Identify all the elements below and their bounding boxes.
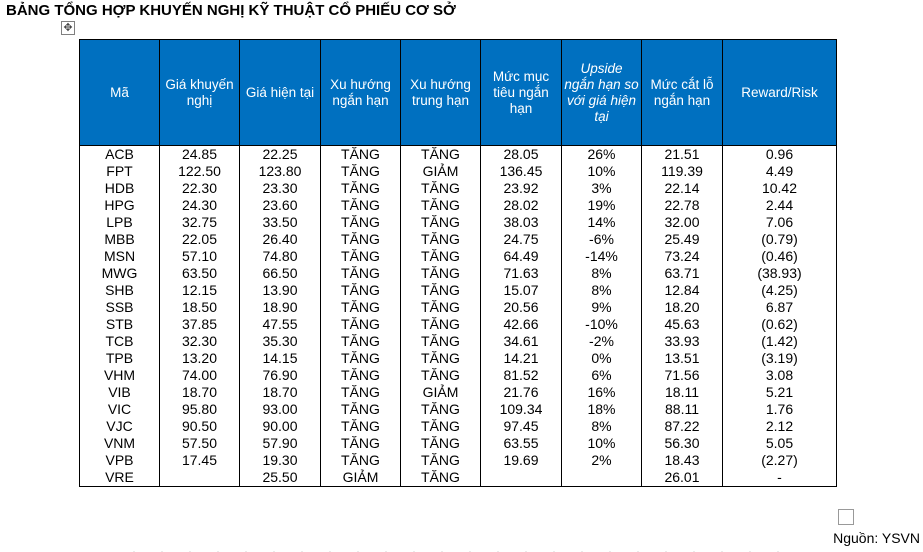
cell-muc-tieu: 38.03 <box>481 214 562 231</box>
cell-muc-tieu: 136.45 <box>481 163 562 180</box>
cell-xu-huong-trung-han: TĂNG <box>401 469 481 487</box>
cell-ma: TCB <box>80 333 160 350</box>
table-row <box>80 469 837 487</box>
cell-cat-lo: 71.56 <box>642 367 723 384</box>
cell-reward-risk: 7.06 <box>723 214 837 231</box>
cell-reward-risk: (0.79) <box>723 231 837 248</box>
cell-reward-risk: 6.87 <box>723 299 837 316</box>
cell-gia-hien-tai: 47.55 <box>240 316 321 333</box>
cell-muc-tieu: 64.49 <box>481 248 562 265</box>
cell-xu-huong-ngan-han: TĂNG <box>321 367 401 384</box>
cell-gia-hien-tai: 19.30 <box>240 452 321 469</box>
cell-reward-risk: (4.25) <box>723 282 837 299</box>
cell-ma: VJC <box>80 418 160 435</box>
cell-cat-lo: 56.30 <box>642 435 723 452</box>
cell-ma: VPB <box>80 452 160 469</box>
cell-ma: MSN <box>80 248 160 265</box>
cell-cat-lo: 26.01 <box>642 469 723 487</box>
cell-xu-huong-ngan-han: TĂNG <box>321 350 401 367</box>
cell-xu-huong-ngan-han: TĂNG <box>321 401 401 418</box>
cell-reward-risk: (1.42) <box>723 333 837 350</box>
header-row <box>80 40 837 146</box>
cell-ma: MBB <box>80 231 160 248</box>
cell-reward-risk: 5.21 <box>723 384 837 401</box>
cell-reward-risk: 4.49 <box>723 163 837 180</box>
cell-gia-khuyen-nghi: 57.50 <box>160 435 240 452</box>
cut-off-text-line <box>120 546 780 552</box>
cell-cat-lo: 13.51 <box>642 350 723 367</box>
cell-cat-lo: 87.22 <box>642 418 723 435</box>
cell-upside: 16% <box>562 384 642 401</box>
cell-xu-huong-trung-han: TĂNG <box>401 265 481 282</box>
cell-cat-lo: 88.11 <box>642 401 723 418</box>
cell-muc-tieu: 97.45 <box>481 418 562 435</box>
cell-xu-huong-trung-han: TĂNG <box>401 180 481 197</box>
cell-ma: STB <box>80 316 160 333</box>
table-row <box>80 163 837 180</box>
cell-muc-tieu: 34.61 <box>481 333 562 350</box>
cell-cat-lo: 73.24 <box>642 248 723 265</box>
cell-muc-tieu: 71.63 <box>481 265 562 282</box>
cell-reward-risk: 5.05 <box>723 435 837 452</box>
cell-gia-hien-tai: 74.80 <box>240 248 321 265</box>
cell-xu-huong-trung-han: TĂNG <box>401 367 481 384</box>
cell-ma: FPT <box>80 163 160 180</box>
page-title: BẢNG TỔNG HỢP KHUYẾN NGHỊ KỸ THUẬT CỔ PHIẾU CƠ SỞ <box>6 2 456 19</box>
cell-upside: 2% <box>562 452 642 469</box>
cell-muc-tieu: 20.56 <box>481 299 562 316</box>
cell-upside: 18% <box>562 401 642 418</box>
cell-reward-risk: (0.62) <box>723 316 837 333</box>
header-gia-khuyen-nghi: Giá khuyến nghị <box>160 40 240 146</box>
cell-upside: 0% <box>562 350 642 367</box>
cell-gia-hien-tai: 26.40 <box>240 231 321 248</box>
cell-cat-lo: 25.49 <box>642 231 723 248</box>
cell-reward-risk: (38.93) <box>723 265 837 282</box>
cell-muc-tieu: 28.05 <box>481 146 562 164</box>
cell-cat-lo: 32.00 <box>642 214 723 231</box>
cell-xu-huong-ngan-han: TĂNG <box>321 265 401 282</box>
cell-xu-huong-trung-han: TĂNG <box>401 333 481 350</box>
cell-ma: HDB <box>80 180 160 197</box>
table-row <box>80 299 837 316</box>
empty-checkbox[interactable] <box>838 509 854 525</box>
cell-ma: LPB <box>80 214 160 231</box>
table-row <box>80 401 837 418</box>
cell-ma: SHB <box>80 282 160 299</box>
cell-gia-hien-tai: 23.30 <box>240 180 321 197</box>
cell-muc-tieu: 42.66 <box>481 316 562 333</box>
cell-xu-huong-trung-han: TĂNG <box>401 418 481 435</box>
cell-gia-khuyen-nghi: 57.10 <box>160 248 240 265</box>
cell-muc-tieu: 21.76 <box>481 384 562 401</box>
header-gia-hien-tai: Giá hiện tại <box>240 40 321 146</box>
cell-xu-huong-trung-han: TĂNG <box>401 146 481 164</box>
cell-upside: 10% <box>562 163 642 180</box>
cell-gia-hien-tai: 33.50 <box>240 214 321 231</box>
cell-reward-risk: (3.19) <box>723 350 837 367</box>
cell-gia-hien-tai: 18.70 <box>240 384 321 401</box>
table-row <box>80 418 837 435</box>
cell-cat-lo: 45.63 <box>642 316 723 333</box>
cell-ma: VRE <box>80 469 160 487</box>
cell-gia-khuyen-nghi: 22.05 <box>160 231 240 248</box>
cell-xu-huong-trung-han: TĂNG <box>401 231 481 248</box>
cell-cat-lo: 33.93 <box>642 333 723 350</box>
cell-ma: VIB <box>80 384 160 401</box>
cell-xu-huong-ngan-han: TĂNG <box>321 384 401 401</box>
cell-xu-huong-ngan-han: TĂNG <box>321 163 401 180</box>
cell-xu-huong-ngan-han: GIẢM <box>321 469 401 487</box>
cell-upside: 3% <box>562 180 642 197</box>
cell-reward-risk: (0.46) <box>723 248 837 265</box>
cell-reward-risk: (2.27) <box>723 452 837 469</box>
header-xu-huong-trung-han: Xu hướng trung hạn <box>401 40 481 146</box>
table-row <box>80 350 837 367</box>
cell-xu-huong-trung-han: TĂNG <box>401 214 481 231</box>
cell-cat-lo: 18.43 <box>642 452 723 469</box>
cell-gia-khuyen-nghi: 95.80 <box>160 401 240 418</box>
cell-gia-khuyen-nghi: 22.30 <box>160 180 240 197</box>
cell-cat-lo: 18.20 <box>642 299 723 316</box>
table-move-handle-icon[interactable]: ✥ <box>61 21 75 35</box>
cell-xu-huong-ngan-han: TĂNG <box>321 214 401 231</box>
table-row <box>80 214 837 231</box>
cell-gia-hien-tai: 35.30 <box>240 333 321 350</box>
cell-upside: 10% <box>562 435 642 452</box>
cell-xu-huong-trung-han: TĂNG <box>401 452 481 469</box>
table-row <box>80 231 837 248</box>
cell-reward-risk: 0.96 <box>723 146 837 164</box>
cell-xu-huong-ngan-han: TĂNG <box>321 248 401 265</box>
cell-cat-lo: 21.51 <box>642 146 723 164</box>
cell-muc-tieu: 28.02 <box>481 197 562 214</box>
cell-upside: -6% <box>562 231 642 248</box>
cell-xu-huong-trung-han: TĂNG <box>401 282 481 299</box>
cell-xu-huong-ngan-han: TĂNG <box>321 452 401 469</box>
cell-upside: 19% <box>562 197 642 214</box>
table-row <box>80 452 837 469</box>
table-row <box>80 282 837 299</box>
cell-ma: ACB <box>80 146 160 164</box>
table-row <box>80 197 837 214</box>
cell-gia-hien-tai: 25.50 <box>240 469 321 487</box>
cell-xu-huong-trung-han: TĂNG <box>401 401 481 418</box>
table-row <box>80 180 837 197</box>
cell-gia-khuyen-nghi: 122.50 <box>160 163 240 180</box>
cell-xu-huong-trung-han: TĂNG <box>401 248 481 265</box>
cell-reward-risk: 2.44 <box>723 197 837 214</box>
cell-ma: VHM <box>80 367 160 384</box>
header-cat-lo: Mức cắt lỗ ngắn hạn <box>642 40 723 146</box>
cell-cat-lo: 12.84 <box>642 282 723 299</box>
cell-gia-hien-tai: 23.60 <box>240 197 321 214</box>
cell-xu-huong-trung-han: TĂNG <box>401 435 481 452</box>
cell-gia-hien-tai: 22.25 <box>240 146 321 164</box>
header-xu-huong-ngan-han: Xu hướng ngắn hạn <box>321 40 401 146</box>
cell-gia-khuyen-nghi: 63.50 <box>160 265 240 282</box>
cell-ma: VNM <box>80 435 160 452</box>
cell-upside: 6% <box>562 367 642 384</box>
cell-upside: -2% <box>562 333 642 350</box>
table-row <box>80 367 837 384</box>
header-reward-risk: Reward/Risk <box>723 40 837 146</box>
cell-cat-lo: 22.14 <box>642 180 723 197</box>
cell-xu-huong-ngan-han: TĂNG <box>321 418 401 435</box>
cell-xu-huong-ngan-han: TĂNG <box>321 435 401 452</box>
header-upside: Upside ngắn hạn so với giá hiện tại <box>562 40 642 146</box>
table-row <box>80 384 837 401</box>
cell-upside: 26% <box>562 146 642 164</box>
table-body <box>80 146 837 487</box>
recommendation-table <box>79 39 837 487</box>
header-ma: Mã <box>80 40 160 146</box>
cell-ma: MWG <box>80 265 160 282</box>
cell-gia-khuyen-nghi: 18.70 <box>160 384 240 401</box>
cell-xu-huong-ngan-han: TĂNG <box>321 282 401 299</box>
cell-muc-tieu: 19.69 <box>481 452 562 469</box>
cell-gia-hien-tai: 57.90 <box>240 435 321 452</box>
cell-muc-tieu: 81.52 <box>481 367 562 384</box>
cell-gia-khuyen-nghi: 12.15 <box>160 282 240 299</box>
cell-gia-hien-tai: 76.90 <box>240 367 321 384</box>
cell-upside: 14% <box>562 214 642 231</box>
cell-cat-lo: 18.11 <box>642 384 723 401</box>
cell-reward-risk: - <box>723 469 837 487</box>
cell-xu-huong-ngan-han: TĂNG <box>321 146 401 164</box>
cell-xu-huong-trung-han: TĂNG <box>401 316 481 333</box>
cell-xu-huong-ngan-han: TĂNG <box>321 231 401 248</box>
cell-ma: HPG <box>80 197 160 214</box>
cell-ma: VIC <box>80 401 160 418</box>
cell-gia-khuyen-nghi <box>160 469 240 487</box>
source-note: Nguồn: YSVN <box>833 530 920 546</box>
cell-cat-lo: 63.71 <box>642 265 723 282</box>
cell-reward-risk: 3.08 <box>723 367 837 384</box>
cell-reward-risk: 2.12 <box>723 418 837 435</box>
cell-gia-hien-tai: 123.80 <box>240 163 321 180</box>
cell-gia-khuyen-nghi: 74.00 <box>160 367 240 384</box>
cell-gia-hien-tai: 66.50 <box>240 265 321 282</box>
cell-upside: -10% <box>562 316 642 333</box>
cell-xu-huong-ngan-han: TĂNG <box>321 180 401 197</box>
cell-gia-khuyen-nghi: 37.85 <box>160 316 240 333</box>
cell-gia-khuyen-nghi: 32.75 <box>160 214 240 231</box>
cell-gia-khuyen-nghi: 32.30 <box>160 333 240 350</box>
table-row <box>80 435 837 452</box>
cell-gia-khuyen-nghi: 90.50 <box>160 418 240 435</box>
cell-upside: -14% <box>562 248 642 265</box>
cell-gia-hien-tai: 13.90 <box>240 282 321 299</box>
cell-xu-huong-trung-han: TĂNG <box>401 350 481 367</box>
cell-muc-tieu: 15.07 <box>481 282 562 299</box>
table-row <box>80 146 837 164</box>
cell-gia-khuyen-nghi: 13.20 <box>160 350 240 367</box>
cell-reward-risk: 10.42 <box>723 180 837 197</box>
cell-gia-hien-tai: 14.15 <box>240 350 321 367</box>
cell-xu-huong-trung-han: TĂNG <box>401 299 481 316</box>
cell-muc-tieu: 24.75 <box>481 231 562 248</box>
cell-muc-tieu: 63.55 <box>481 435 562 452</box>
cell-xu-huong-trung-han: TĂNG <box>401 197 481 214</box>
cell-upside: 8% <box>562 265 642 282</box>
cell-muc-tieu: 109.34 <box>481 401 562 418</box>
cell-gia-khuyen-nghi: 17.45 <box>160 452 240 469</box>
cell-upside: 8% <box>562 282 642 299</box>
cell-cat-lo: 22.78 <box>642 197 723 214</box>
cell-muc-tieu <box>481 469 562 487</box>
cell-xu-huong-ngan-han: TĂNG <box>321 333 401 350</box>
table-row <box>80 316 837 333</box>
cell-gia-khuyen-nghi: 24.85 <box>160 146 240 164</box>
cell-upside: 9% <box>562 299 642 316</box>
cell-gia-hien-tai: 90.00 <box>240 418 321 435</box>
cell-cat-lo: 119.39 <box>642 163 723 180</box>
header-muc-tieu: Mức mục tiêu ngắn hạn <box>481 40 562 146</box>
cell-xu-huong-ngan-han: TĂNG <box>321 316 401 333</box>
cell-gia-khuyen-nghi: 18.50 <box>160 299 240 316</box>
cell-gia-hien-tai: 18.90 <box>240 299 321 316</box>
cell-xu-huong-trung-han: GIẢM <box>401 163 481 180</box>
table-row <box>80 333 837 350</box>
cell-xu-huong-trung-han: GIẢM <box>401 384 481 401</box>
table-row <box>80 248 837 265</box>
cell-xu-huong-ngan-han: TĂNG <box>321 299 401 316</box>
cell-gia-hien-tai: 93.00 <box>240 401 321 418</box>
cell-xu-huong-ngan-han: TĂNG <box>321 197 401 214</box>
table-row <box>80 265 837 282</box>
cell-gia-khuyen-nghi: 24.30 <box>160 197 240 214</box>
cell-muc-tieu: 14.21 <box>481 350 562 367</box>
cell-ma: TPB <box>80 350 160 367</box>
cell-ma: SSB <box>80 299 160 316</box>
cell-reward-risk: 1.76 <box>723 401 837 418</box>
cell-upside: 8% <box>562 418 642 435</box>
cell-upside <box>562 469 642 487</box>
cell-muc-tieu: 23.92 <box>481 180 562 197</box>
